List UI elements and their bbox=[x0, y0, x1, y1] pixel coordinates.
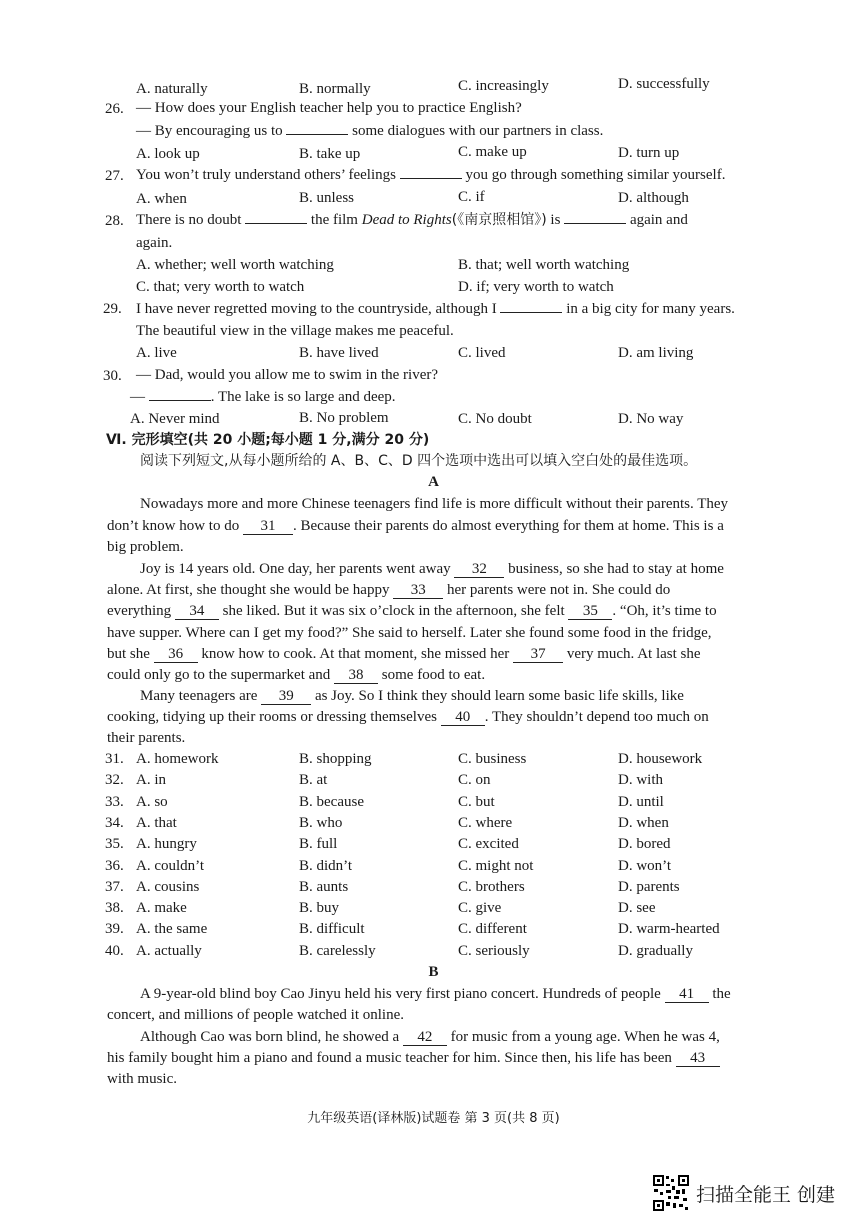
q27-option-b: B. unless bbox=[299, 190, 355, 206]
q26-line2-b: some dialogues with our partners in class. bbox=[352, 123, 604, 139]
option-choice-c: C. on bbox=[458, 772, 491, 788]
option-choice-b: B. carelessly bbox=[299, 943, 376, 959]
p2l3-a: everything bbox=[107, 603, 172, 619]
option-choice-c: C. excited bbox=[458, 836, 519, 852]
q28-number: 28. bbox=[105, 213, 124, 229]
q27-option-a: A. when bbox=[136, 191, 187, 207]
q25-option-a: A. naturally bbox=[136, 81, 208, 97]
p2l5-a: but she bbox=[107, 646, 150, 662]
blank-33: 33 bbox=[393, 582, 443, 599]
option-row-number: 36. bbox=[105, 858, 124, 874]
q29-number: 29. bbox=[103, 301, 122, 317]
passage-a-p2-line1 bbox=[140, 559, 724, 579]
q27-text-b: you go through something similar yourself. bbox=[465, 167, 726, 183]
p2l2-b: her parents were not in. She could do bbox=[446, 582, 671, 598]
q26-line2-a: — By encouraging us to bbox=[136, 123, 283, 139]
option-choice-c: C. might not bbox=[458, 858, 534, 874]
option-choice-c: C. seriously bbox=[458, 943, 530, 959]
q26-line1: — How does your English teacher help you to practice English? bbox=[136, 100, 522, 116]
q30-number: 30. bbox=[103, 368, 122, 384]
blank-43: 43 bbox=[676, 1050, 720, 1067]
option-choice-a: A. couldn’t bbox=[136, 858, 205, 874]
option-choice-c: C. but bbox=[458, 794, 495, 810]
blank-37: 37 bbox=[513, 646, 563, 663]
passage-b-line5: with music. bbox=[107, 1071, 177, 1087]
q30-option-c: C. No doubt bbox=[458, 411, 532, 427]
passage-a-p2-line4: have supper. Where can I get my food?” She said to herself. Later she found some food in the fridge, bbox=[107, 625, 712, 641]
q29-option-c: C. lived bbox=[458, 345, 506, 361]
q26-line2 bbox=[136, 121, 603, 141]
q28-option-d: D. if; very worth to watch bbox=[458, 279, 614, 295]
q27-option-d: D. although bbox=[618, 190, 689, 206]
p1l2-b: . Because their parents do almost everything for them at home. This is a bbox=[292, 518, 724, 534]
passage-a-label: A bbox=[428, 474, 439, 490]
q27-number: 27. bbox=[105, 168, 124, 184]
q30-line2 bbox=[130, 387, 396, 407]
p2l1-a: Joy is 14 years old. One day, her parents went away bbox=[140, 561, 451, 577]
passage-a-p3-line1 bbox=[140, 686, 684, 706]
q27-text-a: You won’t truly understand others’ feelings bbox=[136, 167, 396, 183]
q26-option-a: A. look up bbox=[136, 146, 200, 162]
q28-text-4: again and bbox=[629, 212, 688, 228]
option-choice-c: C. different bbox=[458, 921, 527, 937]
option-row-number: 32. bbox=[105, 772, 124, 788]
passage-a-p1-line2 bbox=[107, 516, 724, 536]
option-row-number: 35. bbox=[105, 836, 124, 852]
blank-38: 38 bbox=[334, 667, 378, 684]
option-choice-d: D. with bbox=[618, 772, 663, 788]
option-row-number: 37. bbox=[105, 879, 124, 895]
option-choice-b: B. shopping bbox=[299, 751, 372, 767]
q29-blank bbox=[500, 312, 562, 313]
option-row-number: 38. bbox=[105, 900, 124, 916]
pbl3-b: for music from a young age. When he was 4, bbox=[450, 1029, 720, 1045]
blank-31: 31 bbox=[243, 518, 293, 535]
p3l2-b: . They shouldn’t depend too much on bbox=[484, 709, 709, 725]
q28-text-2: the film bbox=[310, 212, 358, 228]
q29-option-d: D. am living bbox=[618, 345, 694, 361]
q29-option-b: B. have lived bbox=[299, 345, 379, 361]
q26-option-b: B. take up bbox=[299, 146, 361, 162]
section-title: Ⅵ. 完形填空(共 20 小题;每小题 1 分,满分 20 分) bbox=[106, 432, 430, 448]
q30-option-a: A. Never mind bbox=[130, 411, 220, 427]
option-row-number: 31. bbox=[105, 751, 124, 767]
q29-text-1: I have never regretted moving to the countryside, although I bbox=[136, 301, 497, 317]
q26-option-c: C. make up bbox=[458, 144, 527, 160]
p1l2-a: don’t know how to do bbox=[107, 518, 240, 534]
option-choice-a: A. in bbox=[136, 772, 166, 788]
option-choice-b: B. who bbox=[299, 815, 343, 831]
option-choice-d: D. see bbox=[618, 900, 656, 916]
pbl1-a: A 9-year-old blind boy Cao Jinyu held his very first piano concert. Hundreds of people bbox=[140, 986, 661, 1002]
passage-a-p3-line3: their parents. bbox=[107, 730, 186, 746]
q29-text-2: in a big city for many years. bbox=[566, 301, 735, 317]
p2l2-a: alone. At first, she thought she would be happy bbox=[107, 582, 390, 598]
page-footer: 九年级英语(译林版)试题卷 第 3 页(共 8 页) bbox=[307, 1111, 560, 1126]
q28-text-3: is bbox=[550, 212, 561, 228]
option-choice-b: B. buy bbox=[299, 900, 340, 916]
option-row-number: 34. bbox=[105, 815, 124, 831]
q26-blank bbox=[286, 134, 348, 135]
q30-blank bbox=[149, 400, 211, 401]
option-choice-a: A. make bbox=[136, 900, 187, 916]
option-choice-b: B. at bbox=[299, 772, 328, 788]
blank-41: 41 bbox=[665, 986, 709, 1003]
q30-option-d: D. No way bbox=[618, 411, 684, 427]
option-choice-d: D. won’t bbox=[618, 858, 672, 874]
q25-option-c: C. increasingly bbox=[458, 78, 549, 94]
option-choice-d: D. until bbox=[618, 794, 664, 810]
passage-a-p1-line3: big problem. bbox=[107, 539, 184, 555]
q28-text-5: again. bbox=[136, 235, 173, 251]
q29-text-3: The beautiful view in the village makes me peaceful. bbox=[136, 323, 454, 339]
option-choice-a: A. hungry bbox=[136, 836, 197, 852]
q30-option-b: B. No problem bbox=[299, 410, 389, 426]
q28-text-1: There is no doubt bbox=[136, 212, 242, 228]
blank-39: 39 bbox=[261, 688, 311, 705]
option-row-number: 33. bbox=[105, 794, 124, 810]
q28-chinese-title: (《南京照相馆》) bbox=[451, 212, 547, 228]
option-choice-a: A. cousins bbox=[136, 879, 200, 895]
option-choice-c: C. brothers bbox=[458, 879, 525, 895]
blank-35: 35 bbox=[568, 603, 612, 620]
option-choice-a: A. so bbox=[136, 794, 168, 810]
pbl1-b: the bbox=[712, 986, 731, 1002]
option-choice-c: C. where bbox=[458, 815, 513, 831]
option-choice-d: D. warm-hearted bbox=[618, 921, 720, 937]
option-row-number: 39. bbox=[105, 921, 124, 937]
option-choice-d: D. bored bbox=[618, 836, 671, 852]
passage-b-line3 bbox=[140, 1027, 720, 1047]
passage-b-line1 bbox=[140, 984, 731, 1004]
q30-line1: — Dad, would you allow me to swim in the river? bbox=[136, 367, 439, 383]
q30-line2-text: . The lake is so large and deep. bbox=[210, 389, 396, 405]
option-choice-b: B. aunts bbox=[299, 879, 349, 895]
option-choice-c: C. give bbox=[458, 900, 502, 916]
option-choice-a: A. the same bbox=[136, 921, 208, 937]
q28-film-title: Dead to Rights bbox=[361, 212, 452, 228]
p2l5-b: know how to cook. At that moment, she missed her bbox=[201, 646, 510, 662]
q28-text bbox=[136, 210, 688, 230]
blank-32: 32 bbox=[454, 561, 504, 578]
q27-blank bbox=[400, 178, 462, 179]
option-choice-d: D. gradually bbox=[618, 943, 693, 959]
q30-dash: — bbox=[130, 389, 145, 405]
scanner-watermark: 扫描全能王 创建 bbox=[696, 1184, 836, 1206]
blank-36: 36 bbox=[154, 646, 198, 663]
p2l3-c: . “Oh, it’s time to bbox=[612, 603, 717, 619]
q28-blank-2 bbox=[564, 223, 626, 224]
q25-option-b: B. normally bbox=[299, 81, 371, 97]
p2l5-c: very much. At last she bbox=[566, 646, 701, 662]
option-choice-d: D. when bbox=[618, 815, 669, 831]
blank-40: 40 bbox=[441, 709, 485, 726]
option-choice-a: A. that bbox=[136, 815, 177, 831]
p2l6-a: could only go to the supermarket and bbox=[107, 667, 331, 683]
q28-option-a: A. whether; well worth watching bbox=[136, 257, 334, 273]
section-instruction: 阅读下列短文,从每小题所给的 A、B、C、D 四个选项中选出可以填入空白处的最佳选项。 bbox=[140, 453, 698, 469]
q29-option-a: A. live bbox=[136, 345, 177, 361]
option-choice-b: B. because bbox=[299, 794, 364, 810]
q26-option-d: D. turn up bbox=[618, 145, 680, 161]
option-choice-a: A. homework bbox=[136, 751, 219, 767]
q28-blank-1 bbox=[245, 223, 307, 224]
q26-number: 26. bbox=[105, 101, 124, 117]
passage-b-line2: concert, and millions of people watched it online. bbox=[107, 1007, 404, 1023]
q29-text bbox=[136, 299, 735, 319]
pbl3-a: Although Cao was born blind, he showed a bbox=[140, 1029, 400, 1045]
option-choice-b: B. full bbox=[299, 836, 338, 852]
passage-a-p2-line5 bbox=[107, 644, 701, 664]
passage-a-p2-line6 bbox=[107, 665, 485, 685]
passage-a-p3-line2 bbox=[107, 707, 709, 727]
q27-text bbox=[136, 165, 725, 185]
p2l1-b: business, so she had to stay at home bbox=[508, 561, 724, 577]
blank-42: 42 bbox=[403, 1029, 447, 1046]
q25-option-d: D. successfully bbox=[618, 76, 710, 92]
option-row-number: 40. bbox=[105, 943, 124, 959]
p2l6-b: some food to eat. bbox=[381, 667, 486, 683]
passage-b-label: B bbox=[428, 964, 439, 980]
passage-a-p2-line2 bbox=[107, 580, 670, 600]
p3l1-a: Many teenagers are bbox=[140, 688, 258, 704]
blank-34: 34 bbox=[175, 603, 219, 620]
option-choice-c: C. business bbox=[458, 751, 527, 767]
option-choice-b: B. difficult bbox=[299, 921, 365, 937]
passage-a-p1-line1: Nowadays more and more Chinese teenagers find life is more difficult without their parents. They bbox=[140, 496, 729, 512]
option-choice-d: D. parents bbox=[618, 879, 680, 895]
p3l1-b: as Joy. So I think they should learn some basic life skills, like bbox=[314, 688, 684, 704]
option-choice-d: D. housework bbox=[618, 751, 703, 767]
q27-option-c: C. if bbox=[458, 189, 485, 205]
option-choice-a: A. actually bbox=[136, 943, 202, 959]
passage-a-p2-line3 bbox=[107, 601, 717, 621]
p2l3-b: she liked. But it was six o’clock in the afternoon, she felt bbox=[222, 603, 565, 619]
qr-code-icon bbox=[652, 1174, 690, 1212]
p3l2-a: cooking, tidying up their rooms or dressing themselves bbox=[107, 709, 437, 725]
q28-option-b: B. that; well worth watching bbox=[458, 257, 630, 273]
q28-option-c: C. that; very worth to watch bbox=[136, 279, 305, 295]
passage-b-line4 bbox=[107, 1048, 720, 1068]
option-choice-b: B. didn’t bbox=[299, 858, 353, 874]
pbl4-a: his family bought him a piano and found a music teacher for him. Since then, his life has been bbox=[107, 1050, 672, 1066]
